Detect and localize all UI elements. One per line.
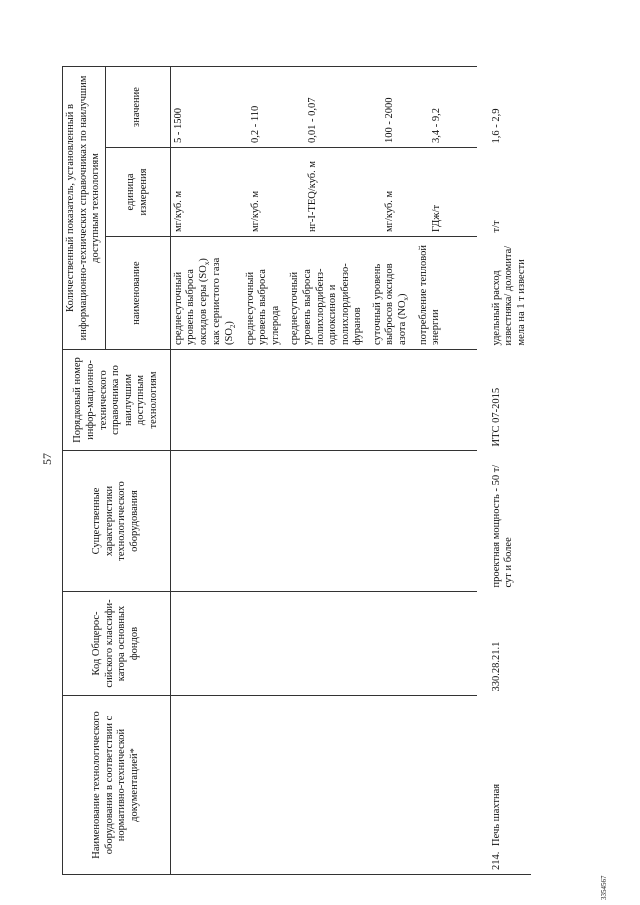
table-row xyxy=(477,67,531,875)
header-code: Код Общерос-сийского классифи-катора основных фондов xyxy=(63,592,171,696)
header-characteristics: Существенные характеристики технологического оборудования xyxy=(63,451,171,592)
row-indicator-value: 1,6 - 2,9 xyxy=(490,108,502,144)
row-code: 330.28.21.1 xyxy=(490,641,502,692)
header-indicator-value: значение xyxy=(105,67,170,148)
indicator-unit-item: мг/куб. м xyxy=(383,190,395,232)
header-its-number: Порядковый номер инфор-мационно-технического справочника по наилучшим доступным технологиям xyxy=(63,350,171,451)
continued-rows xyxy=(170,67,477,875)
row-indicator-unit: т/т xyxy=(490,220,502,233)
header-indicator-group: Количественный показатель, установленный в информационно-технических справочниках по наилучшим доступным технологиям xyxy=(63,67,106,350)
indicator-value-item: 100 - 2000 xyxy=(383,97,395,143)
row-its-number: ИТС 07-2015 xyxy=(490,387,502,447)
indicator-name-item: среднесуточный уровень выброса оксидов серы $(SO_x)$ как сернистого газа $(SO_2)$ xyxy=(172,257,238,345)
indicator-names xyxy=(170,237,477,350)
row-number: 214. xyxy=(490,851,502,870)
indicator-name-item: среднесуточный уровень выброса полихлордибенз-одиоксинов и полихлордибензо-фуранов xyxy=(289,263,364,345)
indicator-unit-item: мг/куб. м xyxy=(249,190,261,232)
indicator-value-item: 5 - 1500 xyxy=(172,108,184,143)
indicator-value-item: 3,4 - 9,2 xyxy=(430,108,442,143)
indicator-values xyxy=(170,67,477,148)
indicator-name-item: потребление тепловой энергии xyxy=(417,245,442,345)
equipment-table xyxy=(62,66,531,875)
indicator-name-item: среднесуточный уровень выброса углерода xyxy=(244,269,281,345)
header-name: Наименование технологического оборудования в соответствии с нормативно-технической документацией* xyxy=(63,696,171,875)
header-indicator-name: наименование xyxy=(105,237,170,350)
document-id: 3354567 xyxy=(600,875,608,900)
row-characteristics: проектная мощность - 50 т/сут и более xyxy=(490,464,515,588)
indicator-value-item: 0,2 - 110 xyxy=(249,105,261,143)
indicator-unit-item: ГДж/т xyxy=(430,204,442,232)
indicator-name-item: суточный уровень выбросов оксидов азота $(NO_x)$ xyxy=(371,263,411,345)
indicator-unit-item: нг-I-TEQ/куб. м xyxy=(306,160,318,232)
page-number: 57 xyxy=(40,453,54,465)
indicator-unit-item: мг/куб. м xyxy=(172,190,184,232)
row-indicator-name: удельный расход известняка/ доломита/мела на 1 т извести xyxy=(490,245,527,346)
indicator-value-item: 0,01 - 0,07 xyxy=(306,97,318,143)
row-name: 214.Печь шахтная xyxy=(477,696,531,875)
indicator-units xyxy=(170,148,477,237)
header-indicator-unit: единица измерения xyxy=(105,148,170,237)
